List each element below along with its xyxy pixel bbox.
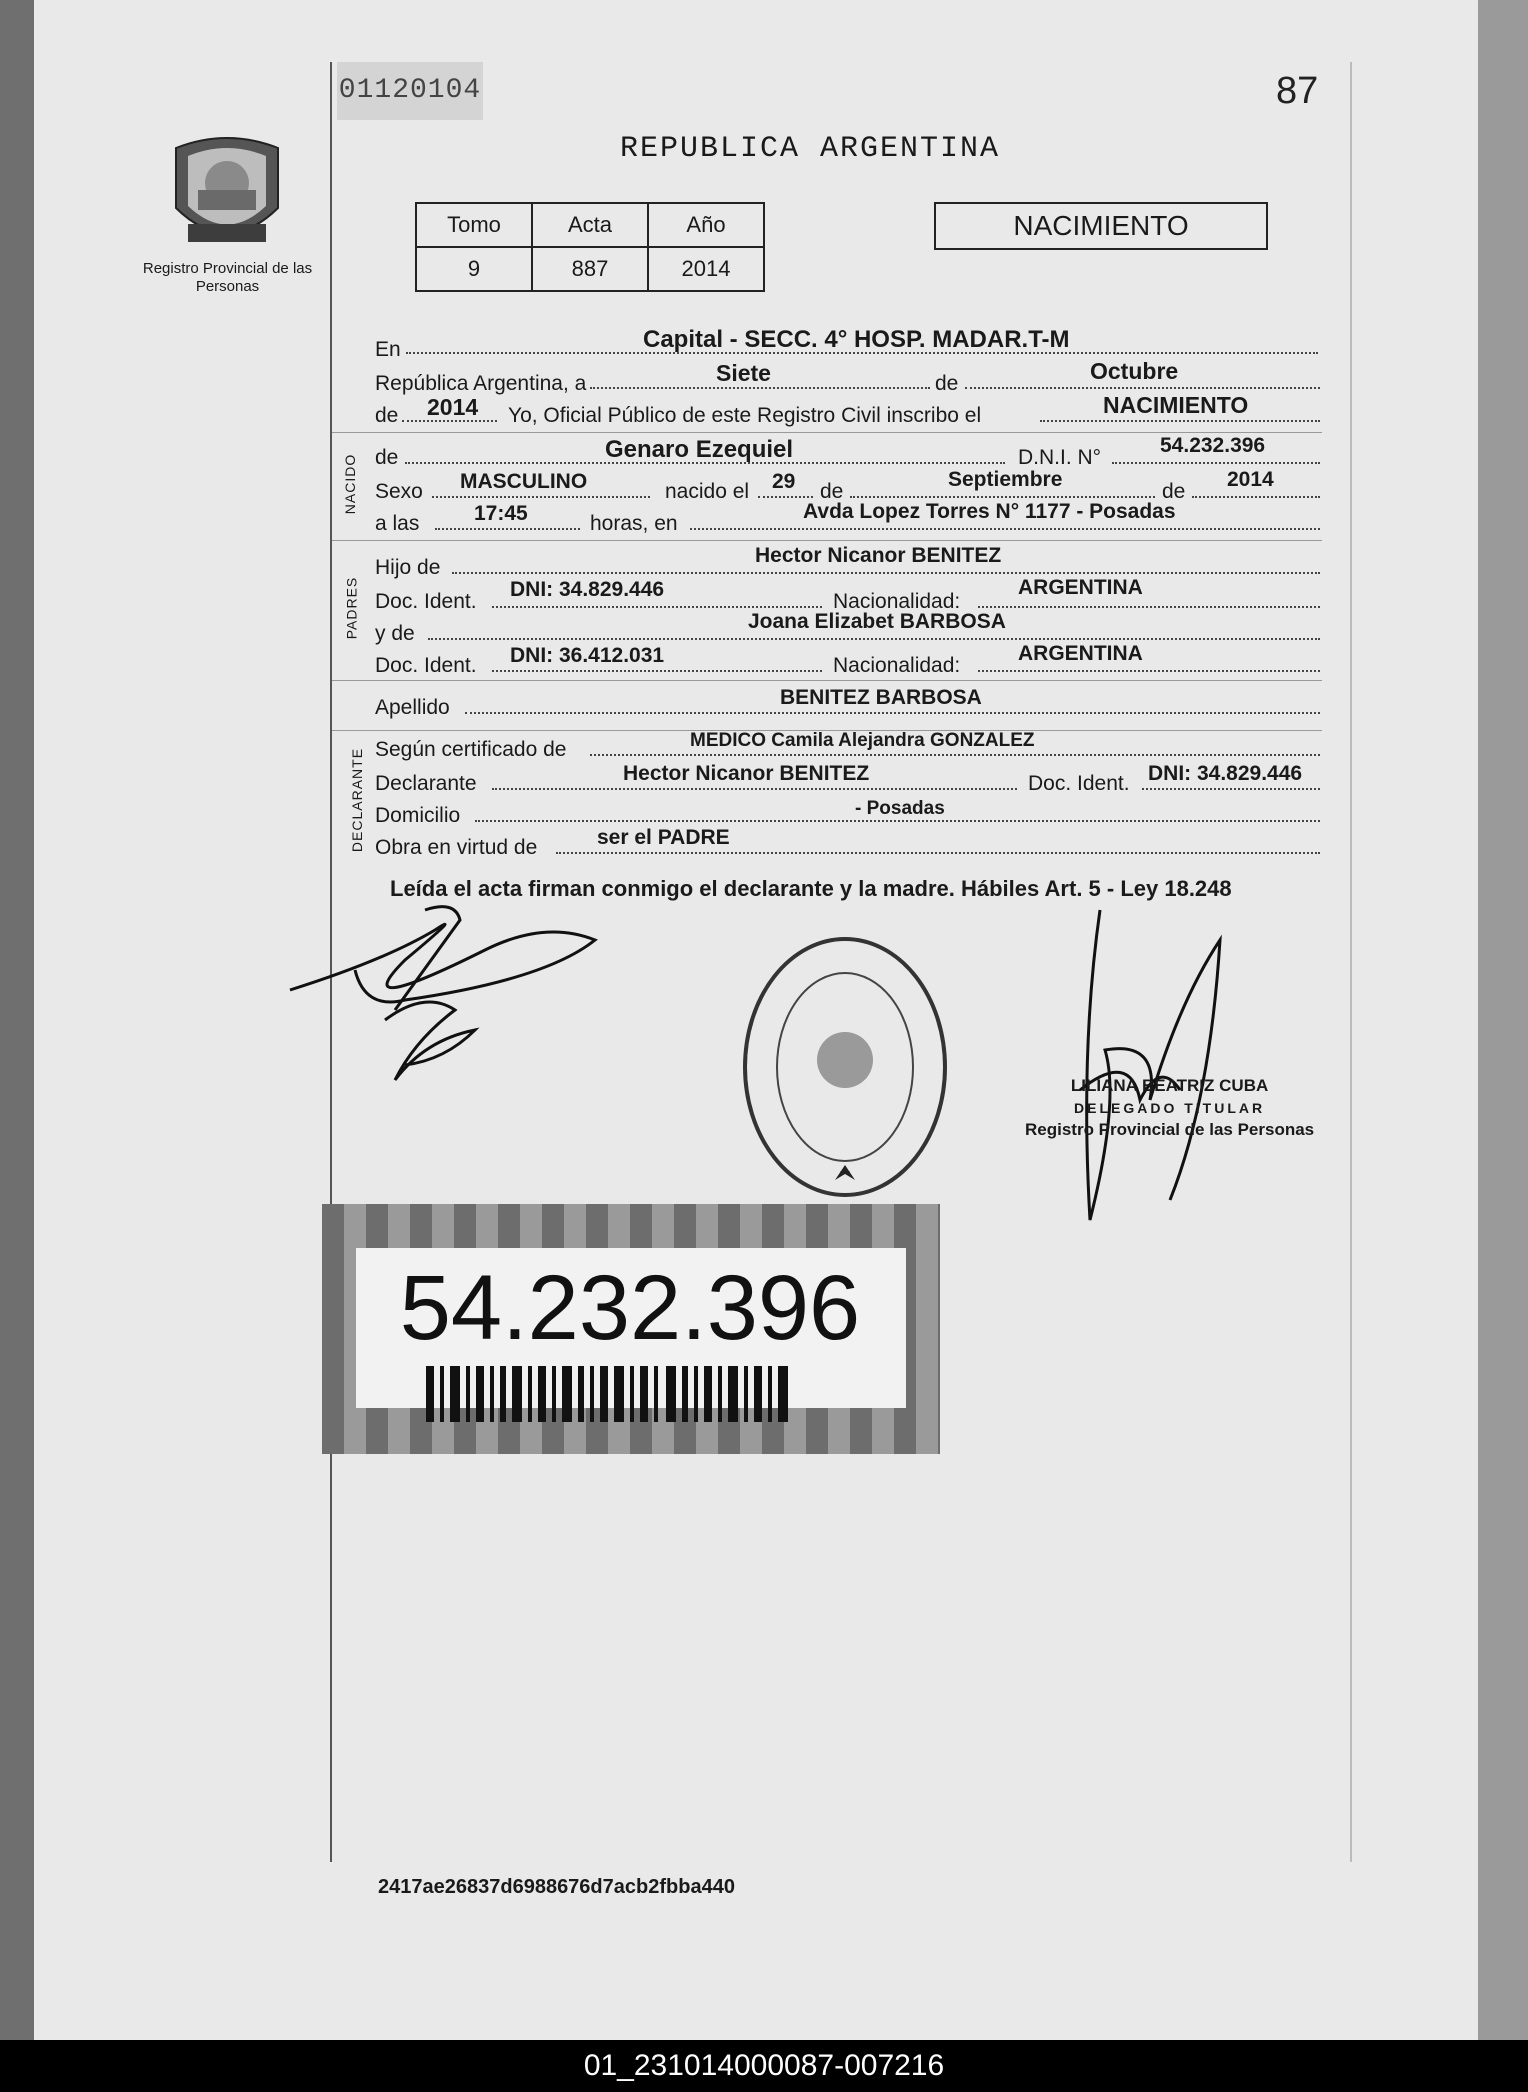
mother-dni-value: DNI: 36.412.031 — [510, 644, 665, 667]
hijo-label: Hijo de — [375, 556, 441, 579]
official-signature-icon — [1010, 900, 1270, 1230]
dotted-line — [465, 710, 1320, 714]
apellido-label: Apellido — [375, 696, 450, 719]
de-label: de — [1162, 480, 1186, 503]
de-label: de — [820, 480, 844, 503]
scan-footer-bar — [0, 2040, 1528, 2092]
dotted-line — [1192, 494, 1320, 498]
dotted-line — [556, 850, 1320, 854]
registry-label: Registro Provincial de las Personas — [142, 260, 313, 295]
document-type-box: NACIMIENTO — [934, 202, 1268, 250]
serial-number: 01120104 — [337, 62, 483, 120]
section-label-declarante: DECLARANTE — [349, 747, 366, 853]
official-signature-block — [1025, 1075, 1314, 1141]
dotted-line — [978, 668, 1320, 672]
barcode-icon — [426, 1366, 796, 1422]
province-emblem-icon — [168, 128, 286, 258]
table-value-tomo: 9 — [416, 247, 532, 291]
official-title: DELEGADO TITULAR — [1074, 1100, 1266, 1116]
dni-label: D.N.I. N° — [1018, 446, 1102, 469]
de-label: de — [935, 372, 959, 395]
doc-ident-label: Doc. Ident. — [375, 590, 477, 613]
de-label: de — [375, 404, 399, 427]
yde-label: y de — [375, 622, 415, 645]
month-value: Octubre — [1090, 358, 1179, 384]
dotted-line — [432, 494, 650, 498]
child-name-value: Genaro Ezequiel — [605, 436, 794, 463]
barcode-number: 54.232.396 — [399, 1257, 861, 1359]
dotted-line — [492, 604, 822, 608]
table-header-acta: Acta — [532, 203, 648, 247]
certificate-value: MEDICO Camila Alejandra GONZALEZ — [690, 730, 1035, 751]
table-value-anio: 2014 — [648, 247, 764, 291]
page-number: 87 — [1276, 70, 1319, 112]
father-name-value: Hector Nicanor BENITEZ — [755, 544, 1002, 567]
oficial-text: Yo, Oficial Público de este Registro Civil inscribo el — [508, 404, 982, 427]
doc-ident-label: Doc. Ident. — [375, 654, 477, 677]
birth-month-value: Septiembre — [948, 468, 1063, 491]
declarante-label: Declarante — [375, 772, 477, 795]
birth-time-value: 17:45 — [474, 502, 528, 525]
section-divider — [332, 432, 1322, 433]
surname-value: BENITEZ BARBOSA — [780, 686, 982, 709]
dotted-line — [1112, 460, 1320, 464]
registry-seal-icon — [740, 935, 950, 1200]
dotted-line — [690, 526, 1320, 530]
barcode-label — [356, 1248, 906, 1408]
birth-day-value: 29 — [772, 470, 796, 493]
closing-statement: Leída el acta firman conmigo el declarante y la madre. Hábiles Art. 5 - Ley 18.248 — [390, 876, 1232, 901]
sex-value: MASCULINO — [460, 470, 588, 493]
obra-label: Obra en virtud de — [375, 836, 538, 859]
birth-place-value: Avda Lopez Torres N° 1177 - Posadas — [803, 500, 1176, 523]
domicilio-label: Domicilio — [375, 804, 461, 827]
de-label: de — [375, 446, 399, 469]
alas-label: a las — [375, 512, 420, 535]
birth-year-value: 2014 — [1227, 468, 1274, 491]
country-heading: REPUBLICA ARGENTINA — [619, 132, 1001, 166]
right-margin-line — [1350, 62, 1352, 1862]
declarant-dni-value: DNI: 34.829.446 — [1148, 762, 1303, 785]
relationship-value: ser el PADRE — [597, 826, 730, 849]
dotted-line — [492, 668, 822, 672]
mother-nationality-value: ARGENTINA — [1018, 642, 1143, 665]
doc-ident-label: Doc. Ident. — [1028, 772, 1130, 795]
dotted-line — [452, 570, 1320, 574]
dotted-line — [965, 385, 1320, 389]
segun-label: Según certificado de — [375, 738, 567, 761]
tomo-acta-anio-table — [415, 202, 765, 292]
dotted-line — [435, 526, 580, 530]
year-value: 2014 — [427, 394, 479, 420]
dotted-line — [492, 786, 1017, 790]
table-header-tomo: Tomo — [416, 203, 532, 247]
section-divider — [332, 680, 1322, 681]
day-value: Siete — [716, 360, 771, 386]
dotted-line — [428, 636, 1320, 640]
document-hash: 2417ae26837d6988676d7acb2fbba440 — [378, 1876, 735, 1898]
barcode-sticker — [322, 1204, 940, 1454]
section-divider — [332, 540, 1322, 541]
declarant-name-value: Hector Nicanor BENITEZ — [623, 762, 870, 785]
place-value: Capital - SECC. 4° HOSP. MADAR.T-M — [643, 326, 1070, 353]
sexo-label: Sexo — [375, 480, 423, 503]
address-value: - Posadas — [855, 798, 945, 819]
child-dni-value: 54.232.396 — [1160, 434, 1266, 457]
horas-label: horas, en — [590, 512, 678, 535]
declarant-signature-icon — [285, 890, 615, 1090]
official-name: LILIANA BEATRIZ CUBA — [1070, 1076, 1269, 1095]
dotted-line — [758, 494, 813, 498]
scan-file-id: 01_231014000087-007216 — [583, 2049, 945, 2082]
scan-left-edge — [0, 0, 34, 2040]
nacido-label: nacido el — [665, 480, 750, 503]
father-dni-value: DNI: 34.829.446 — [510, 578, 665, 601]
dotted-line — [978, 604, 1320, 608]
table-header-anio: Año — [648, 203, 764, 247]
dotted-line — [590, 752, 1320, 756]
record-type-value: NACIMIENTO — [1103, 392, 1249, 418]
dotted-line — [1142, 786, 1320, 790]
en-label: En — [375, 338, 401, 361]
nacionalidad-label: Nacionalidad: — [833, 654, 961, 677]
section-label-padres: PADRES — [343, 576, 360, 640]
mother-name-value: Joana Elizabet BARBOSA — [748, 610, 1006, 633]
scan-right-edge — [1478, 0, 1528, 2040]
nacionalidad-label: Nacionalidad: — [833, 590, 961, 613]
republica-label: República Argentina, a — [375, 372, 587, 395]
section-label-nacido: NACIDO — [342, 453, 359, 515]
table-value-acta: 887 — [532, 247, 648, 291]
father-nationality-value: ARGENTINA — [1018, 576, 1143, 599]
official-org: Registro Provincial de las Personas — [1025, 1120, 1315, 1139]
dotted-line — [850, 494, 1155, 498]
